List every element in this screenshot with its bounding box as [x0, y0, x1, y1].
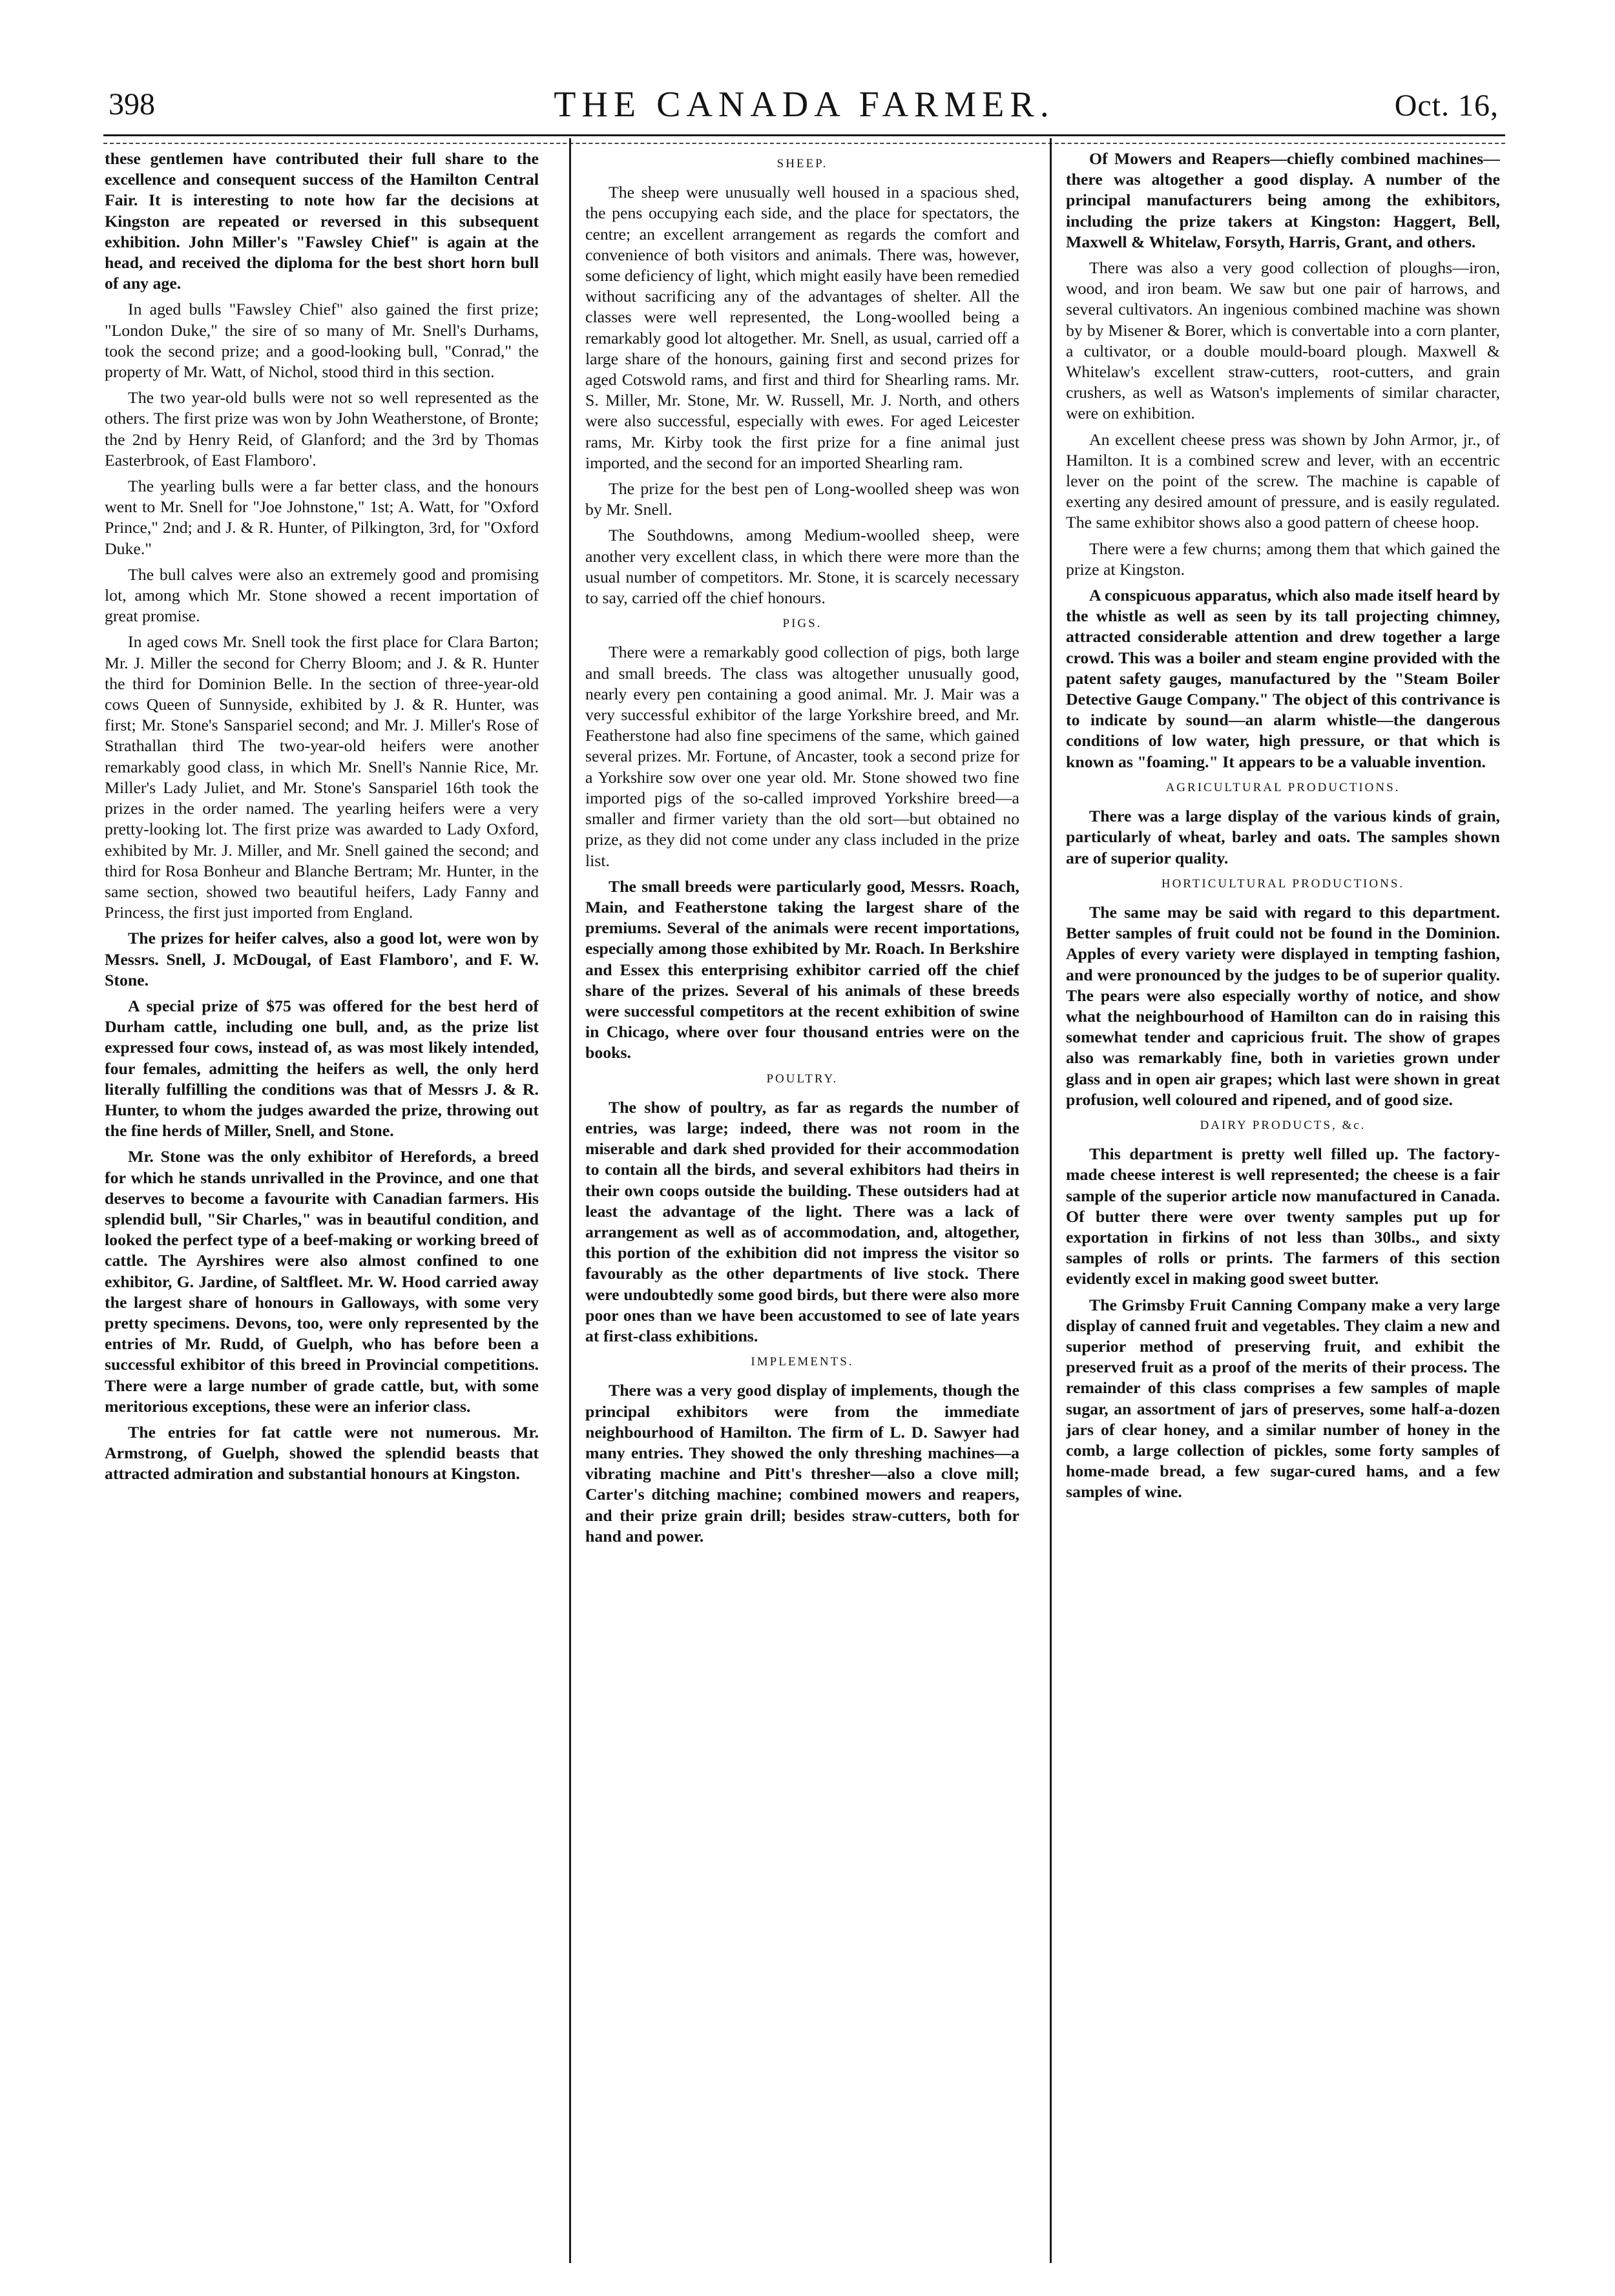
section-heading-dairy: DAIRY PRODUCTS, &c.: [1200, 1118, 1366, 1132]
paragraph: The prizes for heifer calves, also a good lot, were won by Messrs. Snell, J. McDougal, of East Flamboro', and F. W. Stone.: [105, 929, 539, 989]
paragraph: The same may be said with regard to this department. Better samples of fruit could not be found in the Dominion. Apples of every variety were displayed in tempting fashion, and were pronounced by the judges to be of superior quality. The pears were also especially worthy of notice, and show what the neighbourhood of Hamilton can do in raising this somewhat tender and capricious fruit. The show of grapes also was remarkably fine, both in varieties grown under glass and in open air grapes; which last were shown in great profusion, well coloured and ripened, and of good size.: [1066, 902, 1500, 1109]
section-heading-horticultural: HORTICULTURAL PRODUCTIONS.: [1161, 876, 1405, 891]
paragraph: There was also a very good collection of ploughs—iron, wood, and iron beam. We saw but one pair of harrows, and several cultivators. An ingenious combined machine was shown by by Misener & Borer, which is convertable into a corn planter, a cultivator, or a double mould-board plough. Maxwell & Whitelaw's excellent straw-cutters, root-cutters, and grain crushers, as well as Watson's implements of similar character, were on exhibition.: [1066, 258, 1500, 423]
paragraph: The sheep were unusually well housed in a spacious shed, the pens occupying each side, and the place for spectators, the centre; an excellent arrangement as regards the comfort and convenience of both visitors and animals. There was, however, some deficiency of light, which might easily have been remedied without sacrificing any of the advantages of shelter. All the classes were well represented, the Long-woolled being a remarkably good lot altogether. Mr. Snell, as usual, carried off a large share of the honours, gaining first and second prizes for aged Cotswold rams, and first and third for Shearling rams. Mr. S. Miller, Mr. Stone, Mr. W. Russell, Mr. J. North, and others were also successful, especially with ewes. For aged Leicester rams, Mr. Kirby took the first prize for a fine animal just imported, and the second for an imported Shearling ram.: [585, 183, 1019, 472]
paragraph: The entries for fat cattle were not numerous. Mr. Armstrong, of Guelph, showed the splendid beasts that attracted admiration and substantial honours at Kingston.: [105, 1422, 539, 1484]
paragraph: The yearling bulls were a far better class, and the honours went to Mr. Snell for "Joe Johnstone," 1st; A. Watt, for "Oxford Prince," 2nd; and J. & R. Hunter, of Pilkington, 3rd, for "Oxford Duke.": [105, 477, 539, 558]
column-rule: [569, 138, 571, 2263]
column-1: [105, 149, 539, 2241]
paragraph: Of Mowers and Reapers—chiefly combined machines—there was altogether a good display. A number of the principal manufacturers being among the exhibitors, including the prize takers at Kingston: Haggert, Bell, Maxwell & Whitelaw, Forsyth, Harris, Grant, and others.: [1066, 149, 1500, 251]
section-heading-sheep: SHEEP.: [776, 157, 828, 171]
page-header: [103, 84, 1505, 136]
page-number: 398: [109, 87, 155, 121]
paragraph: The Grimsby Fruit Canning Company make a very large display of canned fruit and vegetables. They claim a new and superior method of preserving fruit, and exhibit the preserved fruit as a proof of the merits of their process. The remainder of this class comprises a few samples of maple sugar, an assortment of jars of preserves, some half-a-dozen jars of clear honey, and a similar number of honey in the comb, a large collection of pickles, some forty samples of home-made bread, a few sugar-cured hams, and a few samples of wine.: [1066, 1295, 1500, 1502]
paragraph: The prize for the best pen of Long-woolled sheep was won by Mr. Snell.: [585, 479, 1019, 519]
section-heading-poultry: POULTRY.: [766, 1071, 839, 1086]
paragraph: In aged cows Mr. Snell took the first place for Clara Barton; Mr. J. Miller the second for Cherry Bloom; and J. & R. Hunter the third for Dominion Belle. In the section of three-year-old cows Queen of Sunnyside, exhibited by J. & R. Hunter, was first; Mr. Stone's Sanspariel second; and Mr. J. Miller's Rose of Strathallan third The two-year-old heifers were another remarkably good class, in which Mr. Snell's Nannie Rice, Mr. Miller's Lady Juliet, and Mr. Stone's Sanspariel 16th took the prizes in the order named. The yearling heifers were a very pretty-looking lot. The first prize was awarded to Lady Oxford, exhibited by Mr. J. Miller, and Mr. Snell gained the second; and third for Rosa Bonheur and Blanche Bertram; Mr. Hunter, in the same section, showed two beautiful heifers, Lady Fanny and Princess, the first just imported from England.: [105, 632, 539, 922]
paragraph: An excellent cheese press was shown by John Armor, jr., of Hamilton. It is a combined screw and lever, with an eccentric lever on the point of the screw. The machine is capable of exerting any desired amount of pressure, and is easily regulated. The same exhibitor shows also a good pattern of cheese hoop.: [1066, 429, 1500, 532]
column-2: [585, 149, 1019, 2241]
column-rule: [1050, 138, 1052, 2263]
paragraph: The small breeds were particularly good, Messrs. Roach, Main, and Featherstone taking the largest share of the premiums. Several of the animals were recent importations, especially among those exhibited by Mr. Roach. In Berkshire and Essex this enterprising exhibitor carried off the chief share of the prizes. Several of his animals of these breeds were successful competitors at the recent exhibition of swine in Chicago, where over four thousand entries were on the books.: [585, 876, 1019, 1062]
paragraph: There were a few churns; among them that which gained the prize at Kingston.: [1066, 539, 1500, 579]
paragraph: these gentlemen have contributed their full share to the excellence and consequent success of the Hamilton Central Fair. It is interesting to note how far the decisions at Kingston are repeated or reversed in this subsequent exhibition. John Miller's "Fawsley Chief" is again at the head, and received the diploma for the best short horn bull of any age.: [105, 149, 539, 293]
issue-date: Oct. 16,: [1394, 88, 1499, 123]
paragraph: Mr. Stone was the only exhibitor of Herefords, a breed for which he stands unrivalled in the Province, and one that deserves to become a favourite with Canadian farmers. His splendid bull, "Sir Charles," was in beautiful condition, and looked the perfect type of a beef-making or working breed of cattle. The Ayrshires were also almost confined to one exhibitor, G. Jardine, of Saltfleet. Mr. W. Hood carried away the largest share of honours in Galloways, with some very pretty specimens. Devons, too, were only represented by the entries of Mr. Rudd, of Guelph, who has before been a successful exhibitor of this breed in Provincial competitions. There were a large number of grade cattle, but, with some meritorious exceptions, these were an inferior class.: [105, 1147, 539, 1416]
header-rule: [103, 134, 1505, 144]
paragraph: The show of poultry, as far as regards the number of entries, was large; indeed, there was not room in the miserable and dark shed provided for their accommodation to contain all the birds, and several exhibitors had theirs in their own coops outside the building. These outsiders had at least the advantage of the light. There was a lack of arrangement as well as of accommodation, and, altogether, this portion of the exhibition did not impress the visitor so favourably as the other departments of live stock. There were undoubtedly some good birds, but there were also more poor ones than we have been accustomed to see of late years at first-class exhibitions.: [585, 1097, 1019, 1345]
paragraph: The Southdowns, among Medium-woolled sheep, were another very excellent class, in which there were more than the usual number of competitors. Mr. Stone, it is scarcely necessary to say, carried off the chief honours.: [585, 526, 1019, 608]
section-heading-implements: IMPLEMENTS.: [751, 1355, 854, 1369]
paragraph: A conspicuous apparatus, which also made itself heard by the whistle as well as seen by its tall projecting chimney, attracted considerable attention and drew together a large crowd. This was a boiler and steam engine provided with the patent safety gauges, manufactured by the "Steam Boiler Detective Gauge Company." The object of this contrivance is to indicate by sound—an alarm whistle—the dangerous conditions of low water, high pressure, or that which is known as "foaming." It appears to be a valuable invention.: [1066, 586, 1500, 771]
section-heading-agricultural: AGRICULTURAL PRODUCTIONS.: [1165, 780, 1401, 794]
column-3: [1066, 149, 1500, 2241]
masthead-title: THE CANADA FARMER.: [554, 85, 1055, 125]
paragraph: A special prize of $75 was offered for the best herd of Durham cattle, including one bull, and, as the prize list expressed four cows, instead of, as was most likely intended, four females, admitting the heifers as well, the only herd literally fulfilling the conditions was that of Messrs J. & R. Hunter, to whom the judges awarded the prize, throwing out the fine herds of Miller, Snell, and Stone.: [105, 996, 539, 1141]
paragraph: The two year-old bulls were not so well represented as the others. The first prize was won by John Weatherstone, of Bronte; the 2nd by Henry Reid, of Glanford; and the 3rd by Thomas Easterbrook, of East Flamboro'.: [105, 388, 539, 470]
section-heading-pigs: PIGS.: [782, 617, 822, 631]
paragraph: The bull calves were also an extremely good and promising lot, among which Mr. Stone showed a recent importation of great promise.: [105, 564, 539, 626]
paragraph: There were a remarkably good collection of pigs, both large and small breeds. The class was altogether unusually good, nearly every pen containing a good animal. Mr. J. Mair was a very successful exhibitor of the large Yorkshire breed, and Mr. Featherstone had also fine specimens of the same, which gained several prizes. Mr. Fortune, of Ancaster, took a second prize for a Yorkshire sow over one year old. Mr. Stone showed two fine imported pigs of the so-called improved Yorkshire breed—a smaller and firmer variety than the old sort—but obtained no prize, as they did not come under any class included in the prize list.: [585, 643, 1019, 870]
paragraph: In aged bulls "Fawsley Chief" also gained the first prize; "London Duke," the sire of so many of Mr. Snell's Durhams, took the second prize; and a good-looking bull, "Conrad," the property of Mr. Watt, of Nichol, stood third in this section.: [105, 300, 539, 382]
paragraph: This department is pretty well filled up. The factory-made cheese interest is well represented; the cheese is a fair sample of the superior article now manufactured in Canada. Of butter there were over twenty samples put up for exportation in firkins of not less than 30lbs., and sixty samples of rolls or prints. The farmers of this section evidently excel in making good sweet butter.: [1066, 1144, 1500, 1288]
paragraph: There was a very good display of implements, though the principal exhibitors were from the immediate neighbourhood of Hamilton. The firm of L. D. Sawyer had many entries. They showed the only threshing machines—a vibrating machine and Pitt's thresher—also a clove mill; Carter's ditching machine; combined mowers and reapers, and their prize grain drill; besides straw-cutters, both for hand and power.: [585, 1381, 1019, 1546]
paragraph: There was a large display of the various kinds of grain, particularly of wheat, barley and oats. The samples shown are of superior quality.: [1066, 807, 1500, 867]
